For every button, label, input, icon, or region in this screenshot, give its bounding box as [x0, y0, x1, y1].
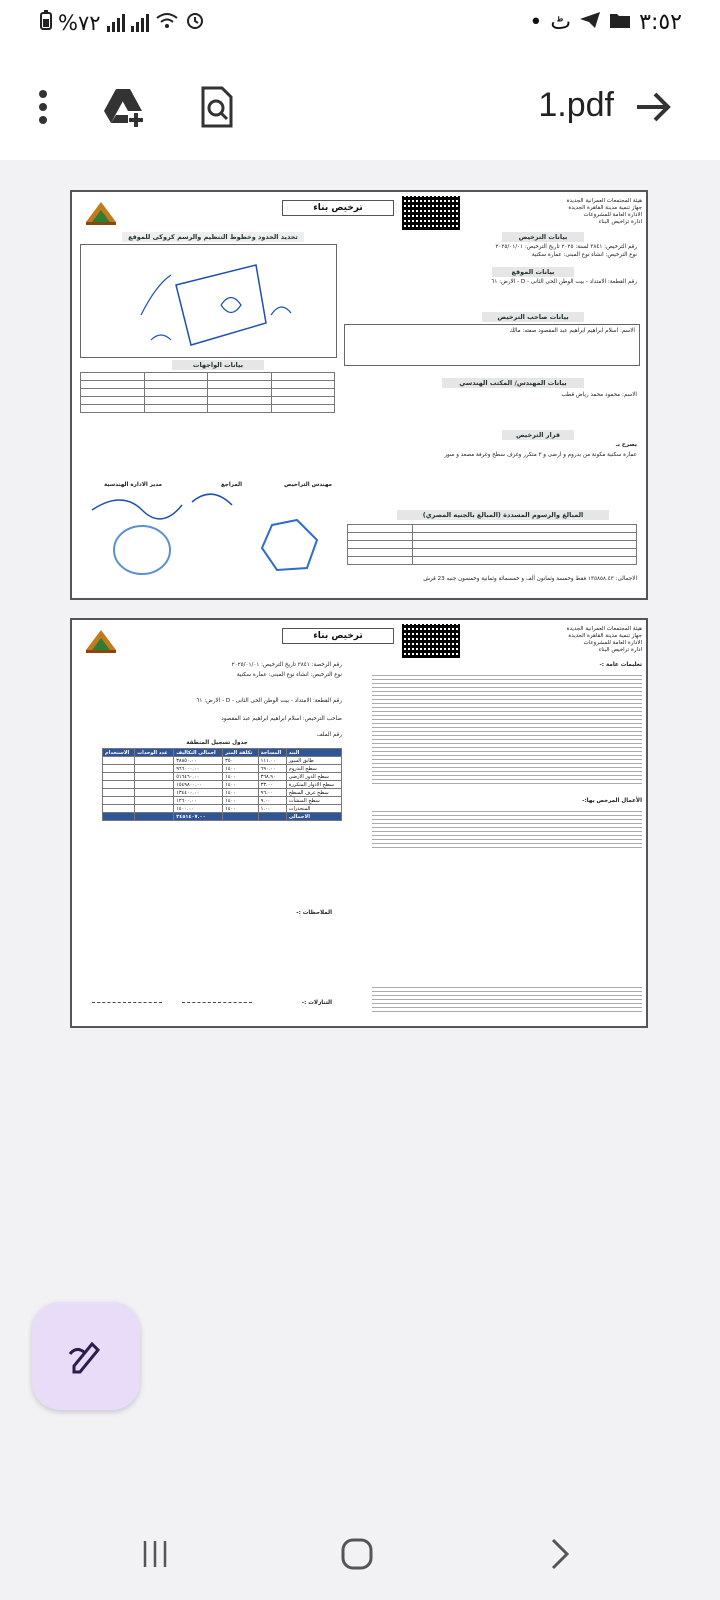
instructions-text-block — [372, 672, 642, 787]
area-table — [102, 748, 342, 821]
table-row — [103, 797, 342, 805]
p2-plot-line: رقم القطعة: الامتداد - بيت الوطن الحى الثانى - D - الارض: ٦١ — [196, 698, 342, 704]
license-number-line: رقم الترخيص: ٣٨٤١ لسنة: ٢٠٢٥ تاريخ الترخيص: ٢٠٢٥/٠١/٠١ — [495, 244, 637, 250]
cell: ٣٥٠ — [223, 757, 258, 765]
cell: ١.٠٠ — [258, 805, 286, 813]
recent-apps-icon[interactable] — [130, 1532, 180, 1576]
notes-label: الملاحظات :- — [296, 910, 332, 916]
p2-file-line: رقم الملف — [316, 732, 342, 738]
clock-time: ٣:٥٢ — [639, 10, 682, 35]
qr-code-icon — [402, 624, 460, 658]
p2-type-line: نوع الترخيص: انشاء نوع المبنى: عمارة سكنية — [236, 672, 342, 678]
signature-label: مهندس التراخيص — [284, 482, 332, 488]
works-text-block — [372, 808, 642, 848]
cell: ٩٦٦٠٠٠.٠٠ — [174, 765, 223, 773]
section-license-data: بيانات الترخيص — [502, 232, 584, 242]
status-left — [40, 10, 205, 35]
cell: ٩.٠٠ — [258, 797, 286, 805]
pdf-page-1[interactable] — [70, 190, 648, 600]
cell: ١٢٦٠٠.٠٠ — [174, 797, 223, 805]
cell: المنحدرات — [286, 805, 341, 813]
col-item: البند — [286, 749, 341, 757]
licensed-works: الأعمال المرخص بها:- — [582, 798, 642, 804]
search-in-document-icon[interactable] — [192, 82, 242, 132]
section-site-data: بيانات الموقع — [492, 267, 574, 277]
cell: ١٤٠٠ — [223, 789, 258, 797]
section-fees: المبالغ والرسوم المسددة (المبالغ بالجنيه المصري) — [397, 510, 609, 520]
cell: طابق السور — [286, 757, 341, 765]
back-icon[interactable] — [535, 1532, 585, 1576]
page1-title: ترخيص بناء — [282, 200, 394, 216]
p2-owner-line: صاحب الترخيص: اسلام ابراهيم ابراهيم عبد المقصود — [221, 716, 342, 722]
signature-label: المراجع — [220, 482, 242, 488]
cell: ١٥٤٩٨٠٠.٠٠ — [174, 781, 223, 789]
signatures-stamps — [82, 480, 332, 580]
plot-number-line: رقم القطعة: الامتداد - بيت الوطن الحى الثانى - D - الارض: ٦١ — [491, 279, 637, 285]
signature-label: مدير الادارة الهندسية — [104, 482, 162, 488]
logo-icon — [82, 198, 120, 226]
table-row — [103, 757, 342, 765]
license-type-line: نوع الترخيص: انشاء نوع المبنى: عمارة سكنية — [531, 252, 637, 258]
header-line: هيئة المجتمعات العمرانية الجديدة — [566, 626, 642, 632]
table-row — [103, 773, 342, 781]
page2-title: ترخيص بناء — [282, 628, 394, 644]
header-line: جهاز تنمية مدينة القاهرة الجديدة — [568, 205, 642, 211]
header-line: هيئة المجتمعات العمرانية الجديدة — [566, 198, 642, 204]
wifi-icon — [155, 11, 179, 35]
header-line: الادارة العامة للمشروعات — [583, 640, 642, 646]
home-icon[interactable] — [332, 1532, 382, 1576]
engineer-name-line: الاسم: محمود محمد رياض قطب — [561, 392, 637, 398]
cell: سطح البدروم — [286, 765, 341, 773]
file-name: 1.pdf — [538, 86, 614, 124]
cell: سطح الادوار المتكررة — [286, 781, 341, 789]
facades-table — [80, 372, 335, 413]
cell: ٣٨٨٥٠.٠٠ — [174, 757, 223, 765]
cell: ١٤٠٠ — [223, 805, 258, 813]
logo-icon — [82, 626, 120, 654]
header-line: ادارة تراخيص البناء — [598, 219, 642, 225]
header-line: جهاز تنمية مدينة القاهرة الجديدة — [568, 633, 642, 639]
total-value: ٣٤٥١٤٠٧.٠٠ — [174, 813, 223, 821]
cell: ١٤٠٠ — [223, 773, 258, 781]
pdf-page-2[interactable] — [70, 618, 648, 1028]
col-meter-cost: تكلفة المتر — [223, 749, 258, 757]
section-decision: قرار الترخيص — [502, 430, 574, 440]
cell: سطح الدور الارضى — [286, 773, 341, 781]
tiktok-icon: ٹ — [550, 10, 572, 35]
building-desc-line: عمارة سكنية مكونة من بدروم و ارضى و ٣ متكرر وغرف سطح وغرفة مصعد و سور — [444, 452, 637, 458]
header-line: ادارة تراخيص البناء — [598, 647, 642, 653]
facades-title: بيانات الواجهات — [172, 360, 264, 370]
edit-pen-button[interactable] — [32, 1302, 140, 1410]
table-row — [103, 805, 342, 813]
cell: ٣٣.٠٠ — [258, 781, 286, 789]
page1-header — [492, 198, 642, 226]
general-instructions: تعليمات عامة :- — [599, 662, 642, 668]
signal-icon — [131, 14, 149, 32]
area-table-title: جدول تسجيل المنطقة — [186, 740, 248, 746]
system-nav-bar — [0, 1504, 720, 1600]
cell: ٥١٦٤٦٠.٠٠ — [174, 773, 223, 781]
cell: سطح المنشآت — [286, 797, 341, 805]
pdf-toolbar — [0, 52, 720, 160]
status-right — [529, 10, 682, 35]
owner-name-line: الاسم: اسلام ابراهيم ابراهيم عبد المقصود صفته: مالك — [509, 328, 635, 334]
table-total-row — [103, 813, 342, 821]
cell: ٩٦.٠٠ — [258, 789, 286, 797]
permit-line: يصرح بـ — [615, 442, 637, 448]
cell: ١٤٠٠.٠٠ — [174, 805, 223, 813]
col-usage: الاستخدام — [103, 749, 135, 757]
forward-arrow-icon[interactable] — [628, 82, 678, 132]
cell: ٣٦٨.٩٠ — [258, 773, 286, 781]
p2-license-line: رقم الرخصة: ٣٨٤١ تاريخ الترخيص: ٢٠٢٥/٠١/٠١ — [231, 662, 342, 668]
cell: ٦٩٠.٠٠ — [258, 765, 286, 773]
section-engineer-data: بيانات المهندس/ المكتب الهندسي — [442, 378, 584, 388]
fees-total-line: الاجمالى: ١٣٥٨٥٨.٤٣ فقط وخمسة وثمانون ألف و خمسمائة وثمانية وخمسون جنيه 23 قرش — [423, 576, 637, 582]
site-sketch-frame — [80, 244, 337, 358]
add-to-drive-icon[interactable] — [100, 82, 150, 132]
col-units: عدد الوحدات — [135, 749, 174, 757]
header-line: الادارة العامة للمشروعات — [583, 212, 642, 218]
site-sketch-title: تحديد الحدود وخطوط التنظيم والرسم كروكى للموقع — [122, 232, 304, 242]
edit-pen-icon — [66, 1336, 106, 1376]
page2-header — [492, 626, 642, 654]
dashed-line — [92, 1002, 162, 1003]
table-row — [103, 789, 342, 797]
section-owner-data: بيانات صاحب الترخيص — [482, 312, 584, 322]
folder-icon — [609, 10, 631, 35]
table-row — [103, 765, 342, 773]
cell: سطح غرف السطح — [286, 789, 341, 797]
cell: ١١١.٠٠ — [258, 757, 286, 765]
telegram-icon — [579, 10, 601, 35]
footer-text-block — [372, 984, 642, 1014]
site-sketch-drawing — [81, 245, 336, 357]
battery-icon — [40, 10, 52, 35]
qr-code-icon — [402, 196, 460, 230]
col-total-cost: اجمالى التكاليف — [174, 749, 223, 757]
more-vert-icon[interactable] — [18, 82, 68, 132]
status-bar — [0, 0, 720, 52]
cell: ١٤٠٠ — [223, 765, 258, 773]
dot-icon: • — [529, 10, 543, 35]
concessions-label: التنازلات :- — [301, 1000, 332, 1006]
alarm-icon — [185, 10, 205, 35]
cell: ١٤٠٠ — [223, 781, 258, 789]
dashed-line — [182, 1002, 252, 1003]
col-area: المساحة — [258, 749, 286, 757]
fees-table — [347, 524, 637, 565]
signal-icon — [107, 14, 125, 32]
cell: ١٤٠٠ — [223, 797, 258, 805]
total-label: الاجمالى — [286, 813, 341, 821]
cell: ١٣٤٤٠٠.٠٠ — [174, 789, 223, 797]
battery-percent: %٧٢ — [58, 10, 101, 35]
table-row — [103, 781, 342, 789]
